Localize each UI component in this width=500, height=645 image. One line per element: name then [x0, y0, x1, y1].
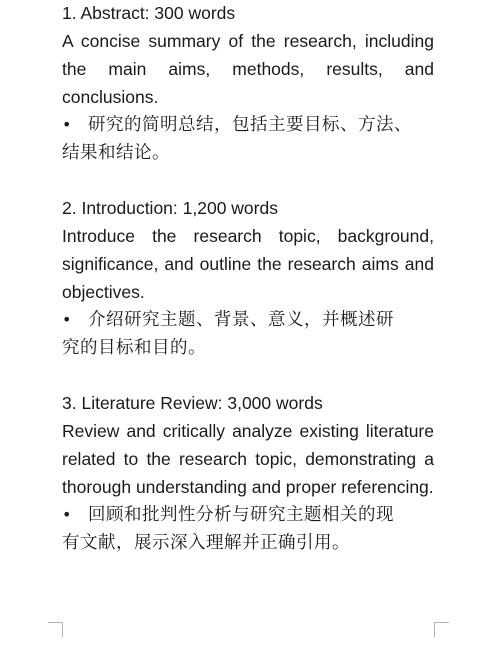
- document-page: [62, 0, 434, 557]
- crop-mark-right: [434, 622, 449, 637]
- section-literature-review: [62, 389, 434, 557]
- bullet-text: [88, 111, 434, 139]
- section-abstract: [62, 0, 434, 167]
- section-spacer: [62, 167, 434, 195]
- section-description: A concise summary of the research, including the main aims, methods, results, and conclusions.: [62, 31, 434, 107]
- bullet-text-line: 研究的简明总结，包括主要目标、方法、: [88, 115, 412, 135]
- bullet-item: [62, 306, 434, 334]
- section-description: Review and critically analyze existing literature related to the research topic, demonstrating a thorough understanding and proper referencing.: [62, 421, 434, 497]
- section-spacer: [62, 362, 434, 390]
- bullet-item: [62, 111, 434, 139]
- section-heading: 1. Abstract: 300 words: [62, 3, 236, 23]
- crop-mark-left: [48, 622, 63, 637]
- bullet-text-line: 回顾和批判性分析与研究主题相关的现: [88, 505, 394, 525]
- section-heading: 2. Introduction: 1,200 words: [62, 198, 278, 218]
- bullet-text-line: 介绍研究主题、背景、意义，并概述研: [88, 310, 394, 330]
- bullet-text-continuation: 结果和结论。: [62, 143, 170, 163]
- bullet-text-continuation: 究的目标和目的。: [62, 338, 206, 358]
- bullet-item: [62, 501, 434, 529]
- section-description: Introduce the research topic, background, significance, and outline the research aims and objectives.: [62, 226, 434, 302]
- bullet-icon: •: [62, 505, 72, 524]
- bullet-text-continuation: 有文献，展示深入理解并正确引用。: [62, 533, 350, 553]
- bullet-icon: •: [62, 310, 72, 329]
- bullet-icon: •: [62, 115, 72, 134]
- bullet-text: [88, 501, 434, 529]
- section-introduction: [62, 194, 434, 362]
- bullet-text: [88, 306, 434, 334]
- section-heading: 3. Literature Review: 3,000 words: [62, 393, 323, 413]
